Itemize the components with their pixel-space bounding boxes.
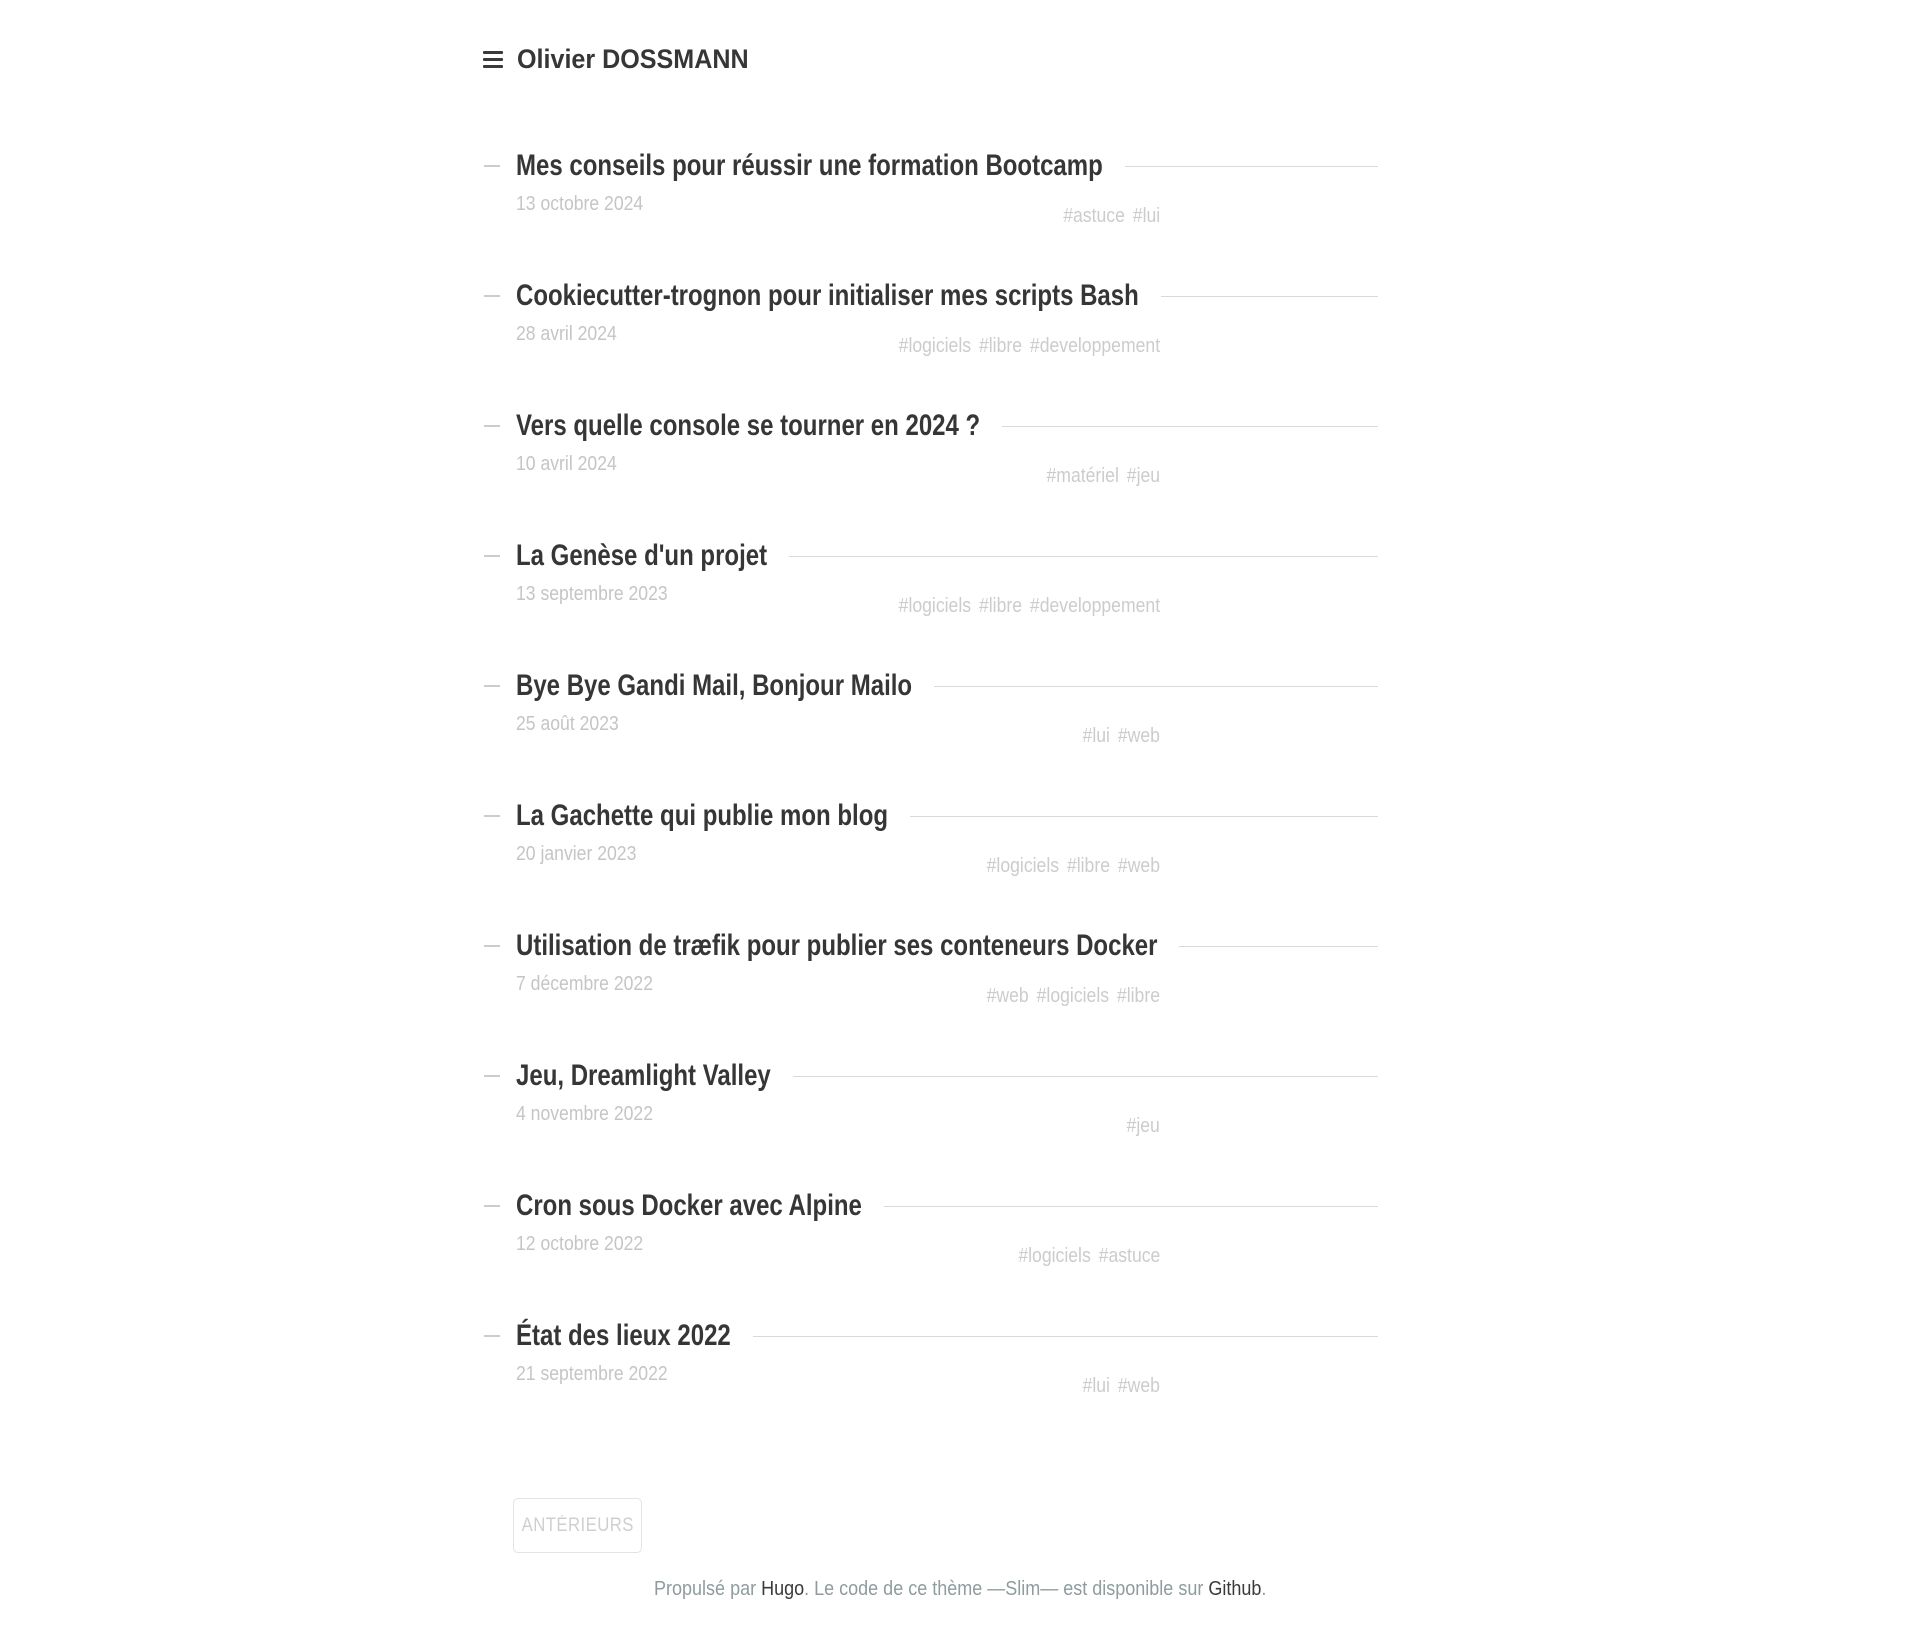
post-title-link[interactable]: La Gachette qui publie mon blog bbox=[516, 799, 889, 832]
post-meta bbox=[516, 187, 1160, 235]
post-meta bbox=[516, 707, 1160, 755]
post-meta bbox=[516, 1357, 1160, 1405]
post-date: 28 avril 2024 bbox=[516, 323, 617, 345]
post-tag[interactable]: #libre bbox=[978, 595, 1022, 617]
post-date: 10 avril 2024 bbox=[516, 453, 617, 475]
post-tag[interactable]: #developpement bbox=[1029, 595, 1160, 617]
post-title-link[interactable]: Cron sous Docker avec Alpine bbox=[516, 1189, 862, 1222]
github-link[interactable]: Github bbox=[1208, 1578, 1262, 1600]
post-tags bbox=[1018, 1245, 1160, 1268]
post-meta bbox=[516, 1227, 1160, 1275]
post-date: 21 septembre 2022 bbox=[516, 1363, 668, 1385]
post-tags bbox=[899, 335, 1160, 358]
title-rule-decoration bbox=[1161, 296, 1378, 297]
post-title-link[interactable]: La Genèse d'un projet bbox=[516, 539, 768, 572]
post-title-link[interactable]: Utilisation de træfik pour publier ses conteneurs Docker bbox=[516, 929, 1158, 962]
post-item bbox=[516, 795, 1378, 885]
post-tag[interactable]: #libre bbox=[1066, 855, 1111, 877]
post-title bbox=[516, 1315, 1378, 1357]
post-date: 7 décembre 2022 bbox=[516, 973, 653, 995]
post-tag[interactable]: #logiciels bbox=[1036, 985, 1110, 1007]
site-footer bbox=[0, 1578, 1920, 1601]
post-item bbox=[516, 925, 1378, 1015]
post-title bbox=[516, 145, 1378, 187]
site-title[interactable]: Olivier DOSSMANN bbox=[517, 44, 749, 74]
post-tag[interactable]: #lui bbox=[1082, 1375, 1111, 1397]
post-title bbox=[516, 925, 1378, 967]
post-title-link[interactable]: État des lieux 2022 bbox=[516, 1319, 731, 1352]
post-date: 13 septembre 2023 bbox=[516, 583, 668, 605]
footer-part-3: . bbox=[1261, 1578, 1267, 1600]
post-date: 13 octobre 2024 bbox=[516, 193, 644, 215]
post-title-link[interactable]: Cookiecutter-trognon pour initialiser mes scripts Bash bbox=[516, 279, 1139, 312]
post-title bbox=[516, 1185, 1378, 1227]
post-date: 25 août 2023 bbox=[516, 713, 619, 735]
post-tag[interactable]: #web bbox=[1117, 1375, 1160, 1397]
post-date: 12 octobre 2022 bbox=[516, 1233, 644, 1255]
post-title-link[interactable]: Mes conseils pour réussir une formation Bootcamp bbox=[516, 149, 1103, 182]
post-item bbox=[516, 1185, 1378, 1275]
post-title-link[interactable]: Vers quelle console se tourner en 2024 ? bbox=[516, 409, 981, 442]
post-tags bbox=[899, 595, 1160, 618]
post-tag[interactable]: #lui bbox=[1082, 725, 1111, 747]
post-item bbox=[516, 145, 1378, 235]
title-rule-decoration bbox=[934, 686, 1378, 687]
post-tag[interactable]: #web bbox=[986, 985, 1029, 1007]
post-title bbox=[516, 275, 1378, 317]
post-tag[interactable]: #logiciels bbox=[898, 595, 971, 617]
post-meta bbox=[516, 837, 1160, 885]
post-title bbox=[516, 665, 1378, 707]
title-rule-decoration bbox=[793, 1076, 1378, 1077]
post-list bbox=[516, 145, 1378, 1445]
post-tag[interactable]: #astuce bbox=[1063, 205, 1125, 227]
post-tags bbox=[1083, 725, 1160, 748]
post-tag[interactable]: #web bbox=[1117, 725, 1160, 747]
post-tag[interactable]: #jeu bbox=[1126, 1115, 1160, 1137]
hugo-link[interactable]: Hugo bbox=[760, 1578, 804, 1600]
title-rule-decoration bbox=[1125, 166, 1378, 167]
post-tags bbox=[987, 855, 1160, 878]
older-posts-button[interactable] bbox=[513, 1498, 642, 1553]
post-meta bbox=[516, 967, 1160, 1015]
post-tag[interactable]: #logiciels bbox=[986, 855, 1060, 877]
post-tags bbox=[1063, 205, 1160, 228]
site-header bbox=[483, 44, 766, 75]
footer-part-2: . Le code de ce thème —Slim— est disponible sur bbox=[803, 1578, 1209, 1600]
post-tag[interactable]: #lui bbox=[1132, 205, 1160, 227]
post-tag[interactable]: #jeu bbox=[1126, 465, 1160, 487]
post-tags bbox=[1083, 1375, 1160, 1398]
post-meta bbox=[516, 447, 1160, 495]
title-rule-decoration bbox=[884, 1206, 1378, 1207]
title-rule-decoration bbox=[1002, 426, 1378, 427]
footer-part-1: Propulsé par bbox=[653, 1578, 761, 1600]
post-tags bbox=[1046, 465, 1160, 488]
post-item bbox=[516, 665, 1378, 755]
post-item bbox=[516, 1055, 1378, 1145]
post-meta bbox=[516, 577, 1160, 625]
post-title bbox=[516, 1055, 1378, 1097]
post-tag[interactable]: #logiciels bbox=[1018, 1245, 1091, 1267]
title-rule-decoration bbox=[910, 816, 1378, 817]
post-item bbox=[516, 405, 1378, 495]
post-meta bbox=[516, 1097, 1160, 1145]
post-tag[interactable]: #astuce bbox=[1098, 1245, 1160, 1267]
post-tags bbox=[1127, 1115, 1160, 1138]
title-rule-decoration bbox=[753, 1336, 1378, 1337]
footer-text bbox=[654, 1578, 1266, 1601]
post-tags bbox=[987, 985, 1160, 1008]
title-rule-decoration bbox=[789, 556, 1378, 557]
post-tag[interactable]: #libre bbox=[1116, 985, 1160, 1007]
post-title-link[interactable]: Bye Bye Gandi Mail, Bonjour Mailo bbox=[516, 669, 913, 702]
post-meta bbox=[516, 317, 1160, 365]
post-date: 4 novembre 2022 bbox=[516, 1103, 653, 1125]
post-tag[interactable]: #developpement bbox=[1029, 335, 1160, 357]
menu-hamburger-icon[interactable] bbox=[483, 51, 503, 68]
post-title-link[interactable]: Jeu, Dreamlight Valley bbox=[516, 1059, 771, 1092]
older-posts-label: ANTÉRIEURS bbox=[521, 1514, 634, 1536]
title-rule-decoration bbox=[1179, 946, 1378, 947]
post-title bbox=[516, 535, 1378, 577]
post-tag[interactable]: #logiciels bbox=[898, 335, 971, 357]
post-date: 20 janvier 2023 bbox=[516, 843, 637, 865]
post-item bbox=[516, 275, 1378, 365]
post-item bbox=[516, 535, 1378, 625]
post-tag[interactable]: #web bbox=[1117, 855, 1160, 877]
post-title bbox=[516, 795, 1378, 837]
post-item bbox=[516, 1315, 1378, 1405]
post-tag[interactable]: #libre bbox=[978, 335, 1022, 357]
post-tag[interactable]: #matériel bbox=[1046, 465, 1119, 487]
post-title bbox=[516, 405, 1378, 447]
